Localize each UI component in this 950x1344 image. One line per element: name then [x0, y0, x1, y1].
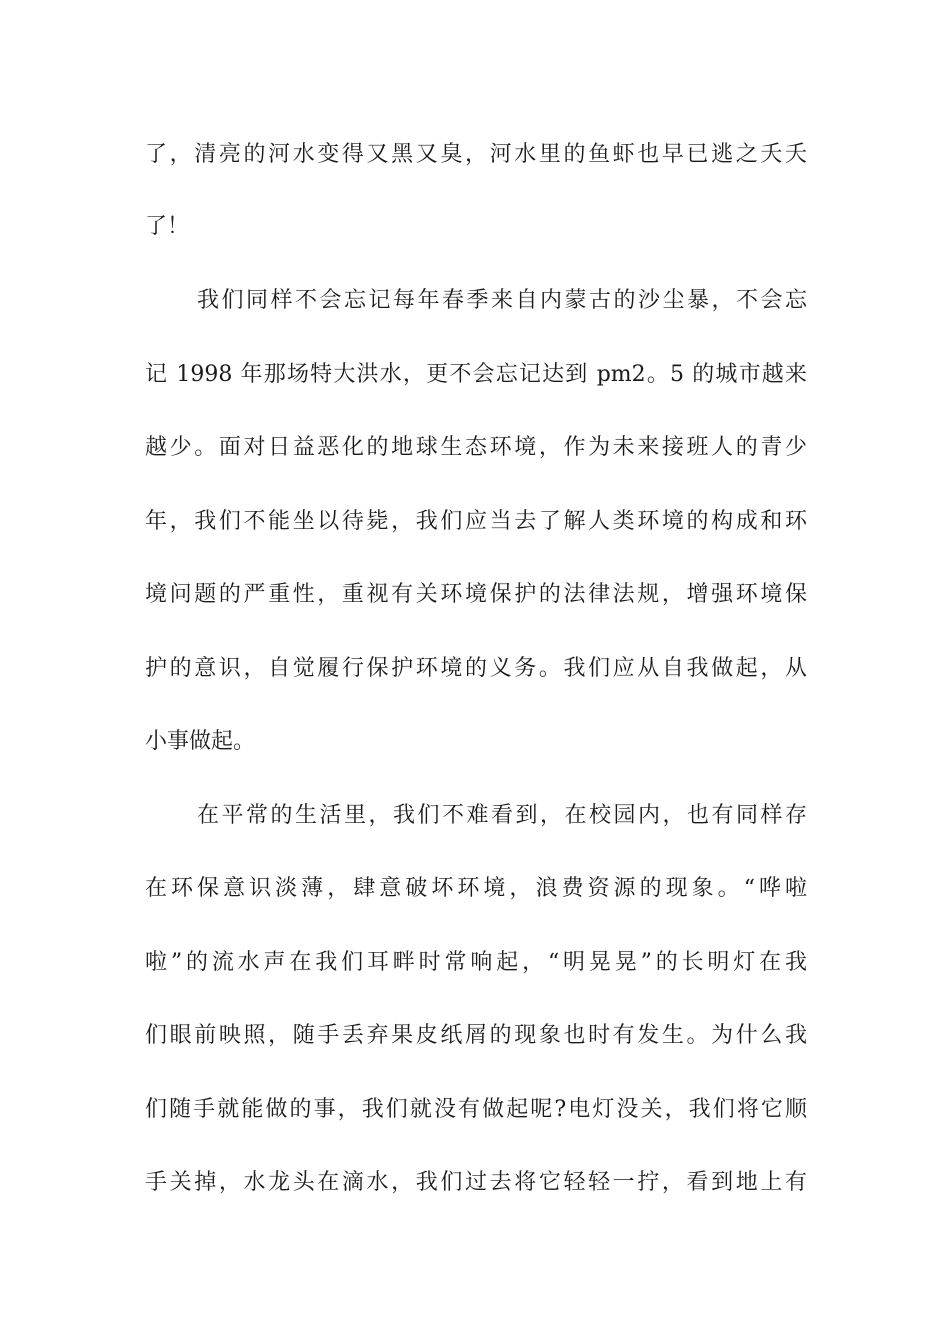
text-line-5: 越少。面对日益恶化的地球生态环境，作为未来接班人的青少 — [145, 435, 807, 460]
text-line-1: 了，清亮的河水变得又黑又臭，河水里的鱼虾也早已逃之夭夭 — [145, 142, 807, 167]
text-line-14: 们随手就能做的事，我们就没有做起呢?电灯没关，我们将它顺 — [145, 1097, 807, 1122]
text-line-9: 小事做起。 — [145, 729, 256, 754]
text-line-11: 在环保意识淡薄，肆意破坏环境，浪费资源的现象。“哗啦 — [145, 876, 807, 901]
text-line-6: 年，我们不能坐以待毙，我们应当去了解人类环境的构成和环 — [145, 509, 807, 534]
text-line-10: 在平常的生活里，我们不难看到，在校园内，也有同样存 — [197, 803, 807, 828]
text-line-12: 啦”的流水声在我们耳畔时常响起，“明晃晃”的长明灯在我 — [145, 950, 807, 975]
text-line-3: 我们同样不会忘记每年春季来自内蒙古的沙尘暴，不会忘 — [197, 288, 807, 313]
text-line-7: 境问题的严重性，重视有关环境保护的法律法规，增强环境保 — [145, 582, 807, 607]
text-line-15: 手关掉，水龙头在滴水，我们过去将它轻轻一拧，看到地上有 — [145, 1170, 807, 1195]
text-line-2: 了！ — [145, 214, 190, 239]
text-line-8: 护的意识，自觉履行保护环境的义务。我们应从自我做起，从 — [145, 656, 807, 681]
text-line-4: 记 1998 年那场特大洪水，更不会忘记达到 pm2。5 的城市越来 — [145, 362, 807, 387]
text-line-13: 们眼前映照，随手丢弃果皮纸屑的现象也时有发生。为什么我 — [145, 1023, 807, 1048]
